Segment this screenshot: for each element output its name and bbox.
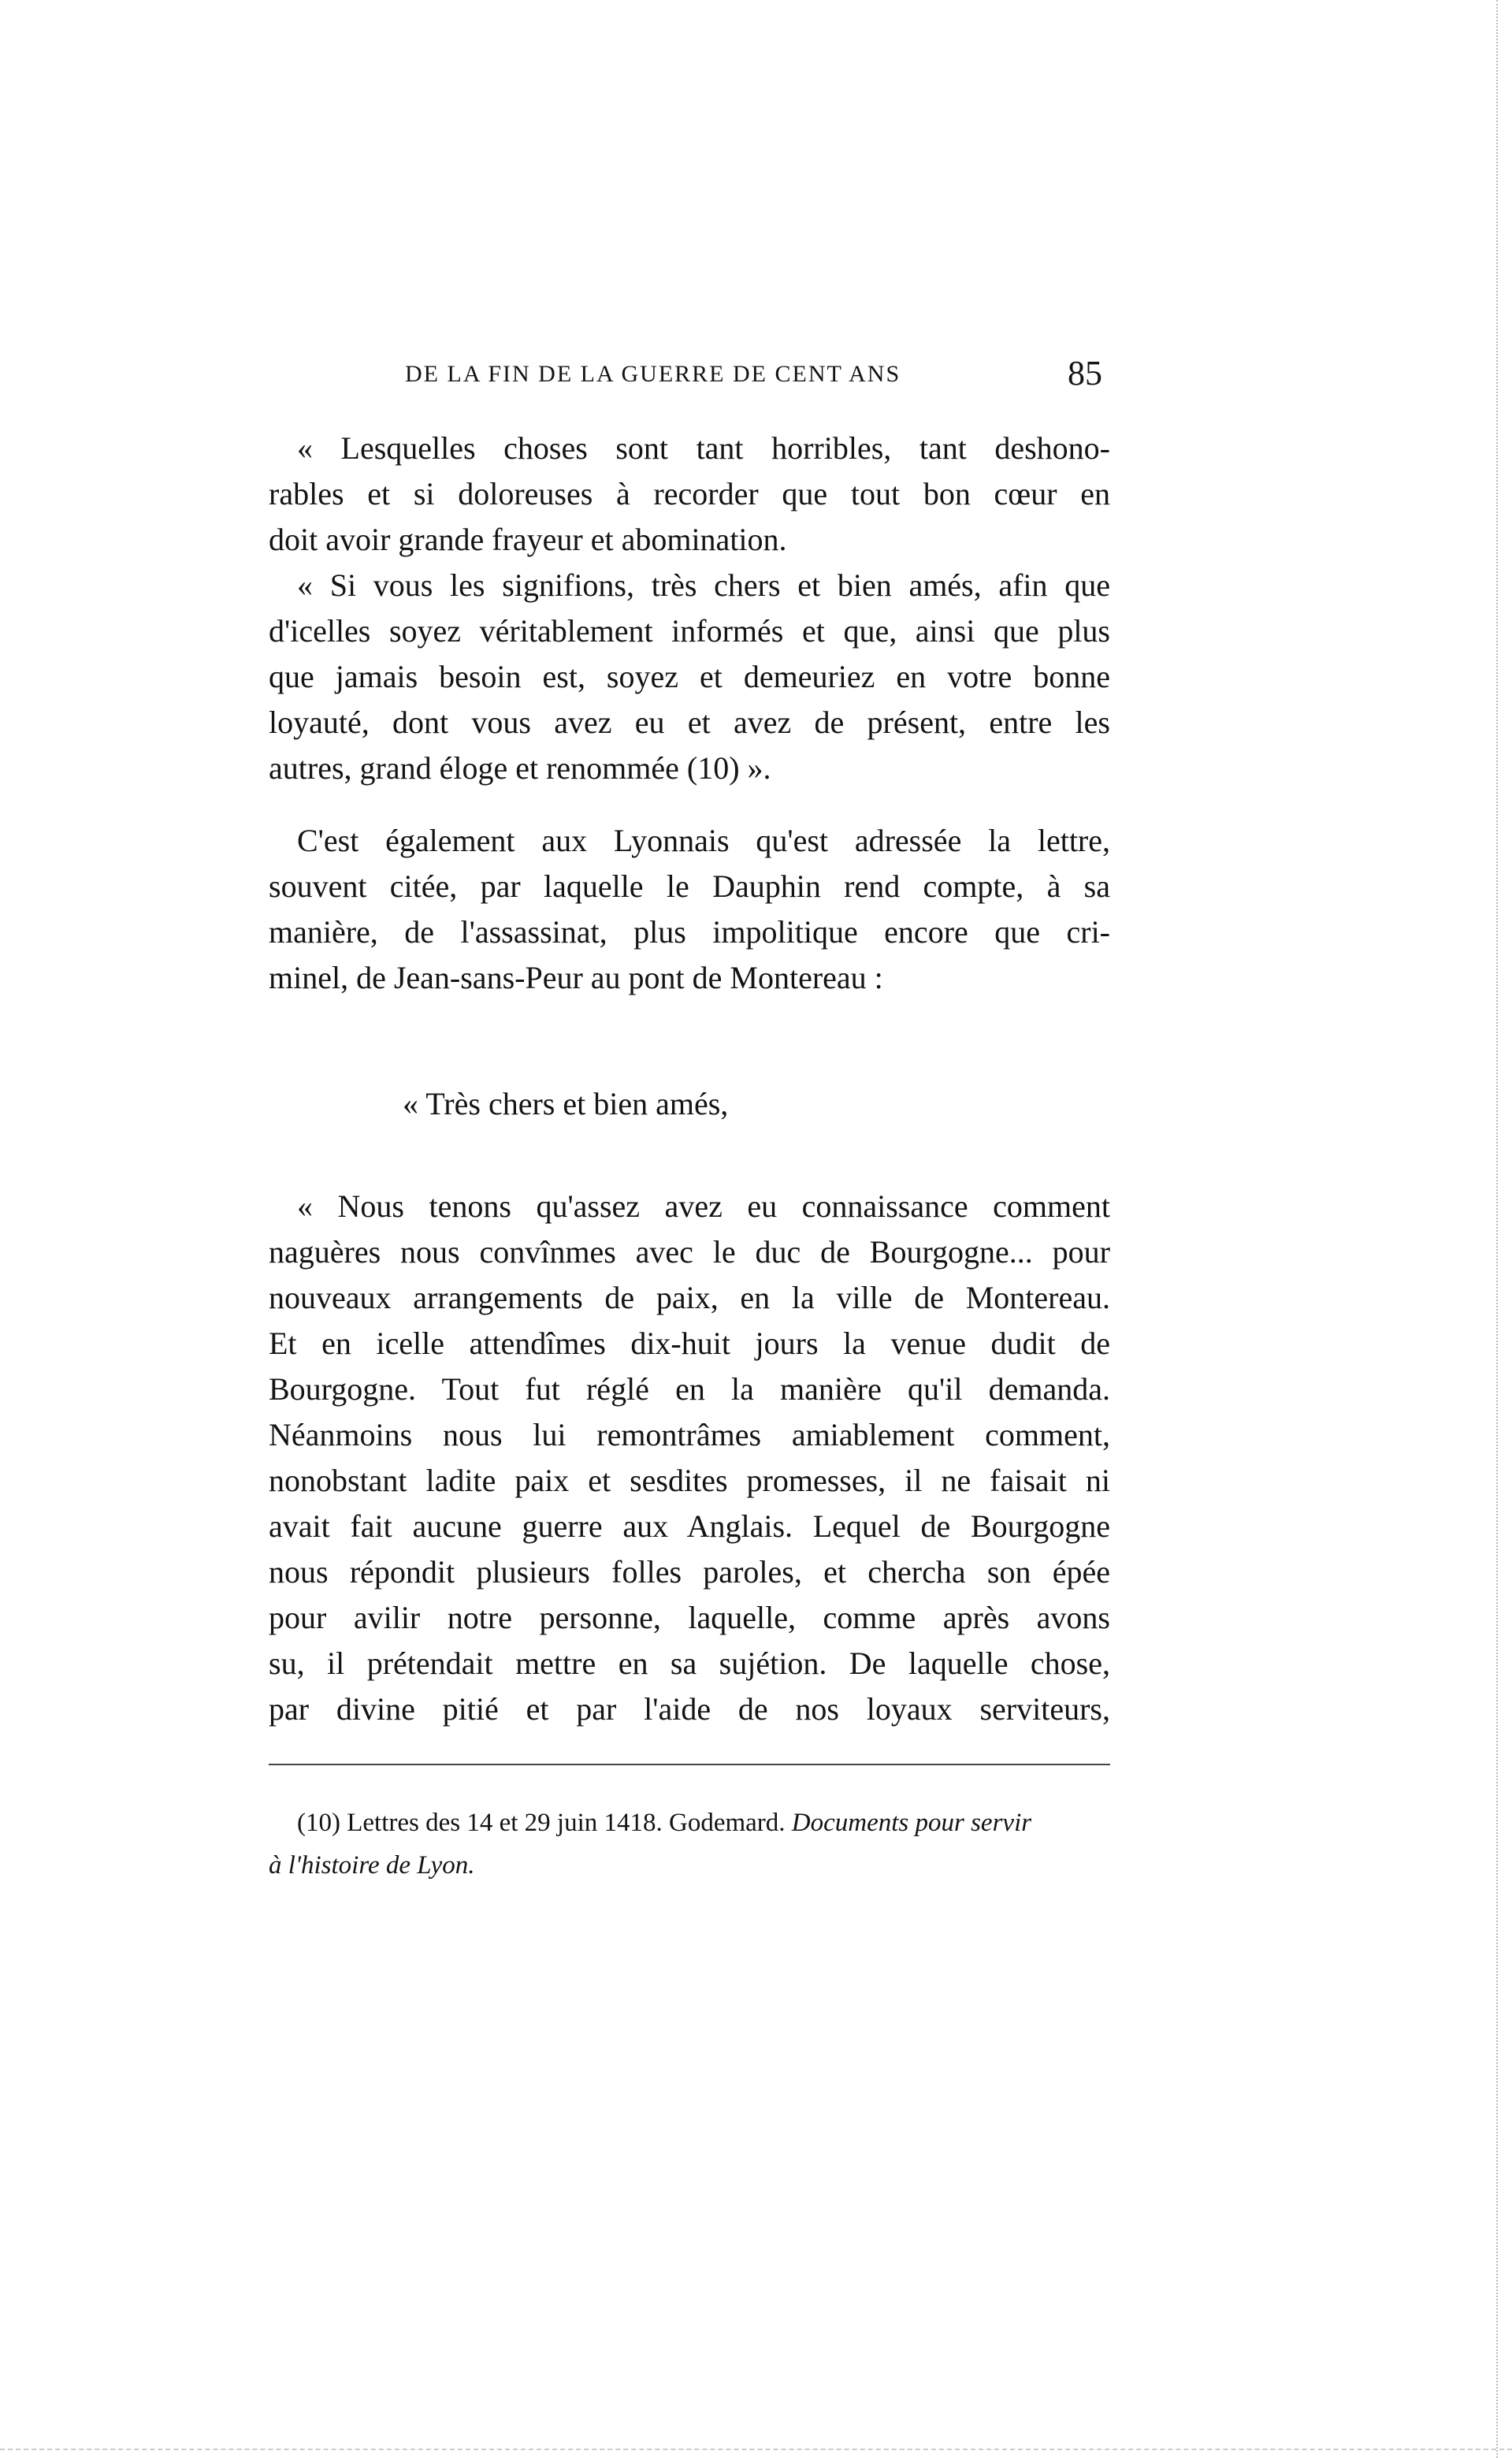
text-line: « Lesquelles choses sont tant horribles, tant deshono-: [297, 430, 1110, 466]
text-line: « Très chers et bien amés,: [403, 1086, 729, 1121]
text-line: manière, de l'assassinat, plus impolitique encore que cri-: [269, 914, 1110, 950]
text-line: Néanmoins nous lui remontrâmes amiablement comment,: [269, 1417, 1110, 1452]
text-line: nonobstant ladite paix et sesdites promesses, il ne faisait ni: [269, 1463, 1110, 1498]
footnote-title: Documents pour servir: [791, 1809, 1032, 1837]
text-line: rables et si doloreuses à recorder que tout bon cœur en: [269, 476, 1110, 511]
page-number: 85: [1068, 354, 1102, 392]
scan-bottom-edge: [0, 2449, 1512, 2450]
text-line: su, il prétendait mettre en sa sujétion. De laquelle chose,: [269, 1645, 1110, 1681]
footnote-text: (10) Lettres des 14 et 29 juin 1418. Godemard.: [297, 1809, 786, 1837]
text-line: pour avilir notre personne, laquelle, comme après avons: [269, 1600, 1110, 1635]
text-line: loyauté, dont vous avez eu et avez de présent, entre les: [269, 705, 1110, 740]
text-line: C'est également aux Lyonnais qu'est adressée la lettre,: [297, 823, 1110, 858]
text-line: doit avoir grande frayeur et abomination.: [269, 522, 787, 557]
text-line: avait fait aucune guerre aux Anglais. Lequel de Bourgogne: [269, 1508, 1110, 1544]
text-line: d'icelles soyez véritablement informés et que, ainsi que plus: [269, 613, 1110, 649]
footnote-line-1: [269, 1802, 1110, 1844]
scan-edge: [1496, 0, 1512, 2458]
footnote-rule: [269, 1764, 1110, 1765]
text-line: par divine pitié et par l'aide de nos loyaux serviteurs,: [269, 1691, 1110, 1727]
text-line: « Si vous les signifions, très chers et bien amés, afin que: [297, 567, 1110, 603]
footnote-title-cont: à l'histoire de Lyon.: [269, 1851, 475, 1880]
running-header: DE LA FIN DE LA GUERRE DE CENT ANS: [405, 361, 901, 387]
text-line: nouveaux arrangements de paix, en la ville de Montereau.: [269, 1280, 1110, 1315]
footnote-line-2: [269, 1844, 1110, 1887]
text-line: nous répondit plusieurs folles paroles, et chercha son épée: [269, 1554, 1110, 1590]
text-line: Bourgogne. Tout fut réglé en la manière qu'il demanda.: [269, 1371, 1110, 1407]
text-line: que jamais besoin est, soyez et demeuriez en votre bonne: [269, 659, 1110, 694]
text-line: souvent citée, par laquelle le Dauphin rend compte, à sa: [269, 868, 1110, 904]
text-line: autres, grand éloge et renommée (10) ».: [269, 750, 771, 786]
text-line: « Nous tenons qu'assez avez eu connaissance comment: [297, 1188, 1110, 1224]
text-line: naguères nous convînmes avec le duc de Bourgogne... pour: [269, 1234, 1110, 1270]
text-line: minel, de Jean-sans-Peur au pont de Montereau :: [269, 960, 883, 995]
text-line: Et en icelle attendîmes dix-huit jours la venue dudit de: [269, 1326, 1110, 1361]
